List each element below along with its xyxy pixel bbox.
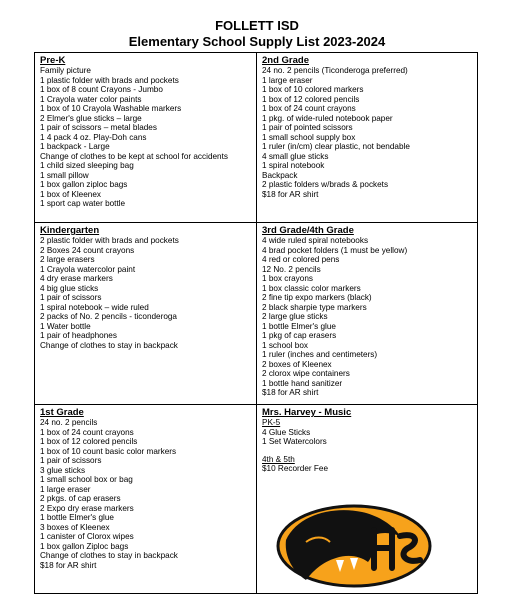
supply-list xyxy=(40,236,252,350)
list-item: 1 sport cap water bottle xyxy=(40,199,126,208)
list-item: 1 box of 24 count crayons xyxy=(40,427,134,437)
section-prek xyxy=(35,53,257,223)
supply-list xyxy=(262,66,473,199)
list-item: $18 for AR shirt xyxy=(262,189,319,199)
list-item: Change of clothes to be kept at school for accidents xyxy=(40,151,228,161)
section-3rd-4th-grade xyxy=(257,223,477,405)
supply-list xyxy=(262,464,473,474)
music-list xyxy=(262,455,473,465)
list-item: 1 box classic color markers xyxy=(262,283,361,293)
section-title: Kindergarten xyxy=(40,225,100,236)
section-title: 2nd Grade xyxy=(262,55,309,66)
list-item: 1 canister of Clorox wipes xyxy=(40,532,134,541)
list-item: 1 bottle Elmer's glue xyxy=(40,513,114,522)
list-item: 1 Water bottle xyxy=(40,321,91,331)
list-item: 1 pair of scissors – metal blades xyxy=(40,123,157,132)
list-item: 1 bottle Elmer's glue xyxy=(262,321,336,331)
list-item: 1 box of 10 count basic color markers xyxy=(40,446,177,456)
list-item: $18 for AR shirt xyxy=(40,560,97,570)
list-item: 4 small glue sticks xyxy=(262,151,329,161)
list-item: 1 pair of headphones xyxy=(40,331,117,340)
list-item: 1 box of 10 Crayola Washable markers xyxy=(40,104,182,113)
supply-list xyxy=(40,418,252,570)
list-item: 4 big glue sticks xyxy=(40,283,99,293)
music-list xyxy=(262,418,473,428)
document-header xyxy=(0,18,514,50)
list-item: 1 box of 10 colored markers xyxy=(262,85,364,94)
list-item: 1 box gallon ziploc bags xyxy=(40,180,128,189)
list-item: $10 Recorder Fee xyxy=(262,464,328,473)
list-item: 1 ruler (inches and centimeters) xyxy=(262,350,378,359)
list-item: 4 Glue Sticks xyxy=(262,427,311,437)
list-item: Family picture xyxy=(40,66,91,75)
list-item: 3 boxes of Kleenex xyxy=(40,522,110,532)
section-title: Mrs. Harvey - Music xyxy=(262,407,352,418)
list-item: 4 wide ruled spiral notebooks xyxy=(262,236,369,245)
supply-list xyxy=(262,236,473,398)
panther-logo-icon xyxy=(276,502,432,588)
list-item: 1 box of 12 colored pencils xyxy=(262,94,360,104)
list-item: 2 Boxes 24 count crayons xyxy=(40,245,135,255)
list-item: 1 ruler (in/cm) clear plastic, not bendable xyxy=(262,142,410,151)
list-item: 1 pair of scissors xyxy=(40,456,102,465)
list-item: 4 dry erase markers xyxy=(40,274,113,283)
list-item: 1 backpack - Large xyxy=(40,142,110,151)
list-item: 2 plastic folder with brads and pockets xyxy=(40,236,179,245)
list-item: 1 Set Watercolors xyxy=(262,437,327,446)
section-2nd-grade xyxy=(257,53,477,223)
list-item: 2 clorox wipe containers xyxy=(262,369,350,378)
list-item: 1 Crayola water color paints xyxy=(40,94,142,104)
list-item: $18 for AR shirt xyxy=(262,388,319,397)
list-item: 24 no. 2 pencils (Ticonderoga preferred) xyxy=(262,66,408,75)
list-item: 4 brad pocket folders (1 must be yellow) xyxy=(262,245,408,255)
list-item: 2 Elmer's glue sticks – large xyxy=(40,113,142,123)
list-item: 2 boxes of Kleenex xyxy=(262,359,332,369)
list-item: 1 plastic folder with brads and pockets xyxy=(40,75,179,85)
grade45-label: 4th & 5th xyxy=(262,454,295,464)
list-item: 1 box of 24 count crayons xyxy=(262,104,356,113)
list-item: 1 box of 8 count Crayons - Jumbo xyxy=(40,85,163,94)
list-item: 12 No. 2 pencils xyxy=(262,264,321,274)
list-item: 1 spiral notebook xyxy=(262,161,325,170)
list-item: 1 box gallon Ziploc bags xyxy=(40,541,129,551)
list-item: 3 glue sticks xyxy=(40,465,86,475)
supply-list xyxy=(40,66,252,209)
district-name: FOLLETT ISD xyxy=(215,18,299,33)
list-item: 1 4 pack 4 oz. Play-Doh cans xyxy=(40,132,147,142)
list-item: 2 packs of No. 2 pencils - ticonderoga xyxy=(40,312,177,321)
list-item: 1 pair of scissors xyxy=(40,293,102,302)
section-title: 1st Grade xyxy=(40,407,84,418)
list-item: 1 large eraser xyxy=(40,484,91,494)
section-1st-grade xyxy=(35,405,257,593)
list-item: Change of clothes to stay in backpack xyxy=(40,551,178,560)
list-item: 1 large eraser xyxy=(262,75,313,85)
list-item: 2 fine tip expo markers (black) xyxy=(262,293,372,302)
list-item: 1 school box xyxy=(262,340,308,350)
list-item: 1 pkg. of wide-ruled notebook paper xyxy=(262,113,393,123)
list-item: 1 small school box or bag xyxy=(40,475,133,484)
list-item: 2 Expo dry erase markers xyxy=(40,503,134,513)
list-item: 2 large glue sticks xyxy=(262,312,328,321)
pk5-label: PK-5 xyxy=(262,418,281,427)
list-item: 2 large erasers xyxy=(40,255,95,264)
list-item: 1 box of 12 colored pencils xyxy=(40,437,138,446)
list-item: 1 spiral notebook – wide ruled xyxy=(40,302,149,312)
list-item: Change of clothes to stay in backpack xyxy=(40,340,178,350)
list-item: 2 plastic folders w/brads & pockets xyxy=(262,180,389,189)
section-kindergarten xyxy=(35,223,257,405)
section-title: 3rd Grade/4th Grade xyxy=(262,225,354,236)
list-item: 1 bottle hand sanitizer xyxy=(262,378,343,388)
document-title: Elementary School Supply List 2023-2024 xyxy=(128,34,386,49)
list-item: 1 pair of pointed scissors xyxy=(262,123,353,132)
supply-list xyxy=(262,428,473,447)
list-item: 4 red or colored pens xyxy=(262,255,340,264)
list-item: 1 box crayons xyxy=(262,274,313,283)
list-item: 1 small pillow xyxy=(40,170,89,180)
section-title: Pre-K xyxy=(40,55,66,66)
list-item: 1 pkg of cap erasers xyxy=(262,331,337,340)
list-item: 2 black sharpie type markers xyxy=(262,302,367,312)
list-item: 2 pkgs. of cap erasers xyxy=(40,494,121,503)
list-item: 1 Crayola watercolor paint xyxy=(40,264,136,274)
list-item: Backpack xyxy=(262,170,298,180)
list-item: 1 box of Kleenex xyxy=(40,189,101,199)
list-item: 24 no. 2 pencils xyxy=(40,418,98,427)
list-item: 1 child sized sleeping bag xyxy=(40,161,134,170)
list-item: 1 small school supply box xyxy=(262,132,356,142)
